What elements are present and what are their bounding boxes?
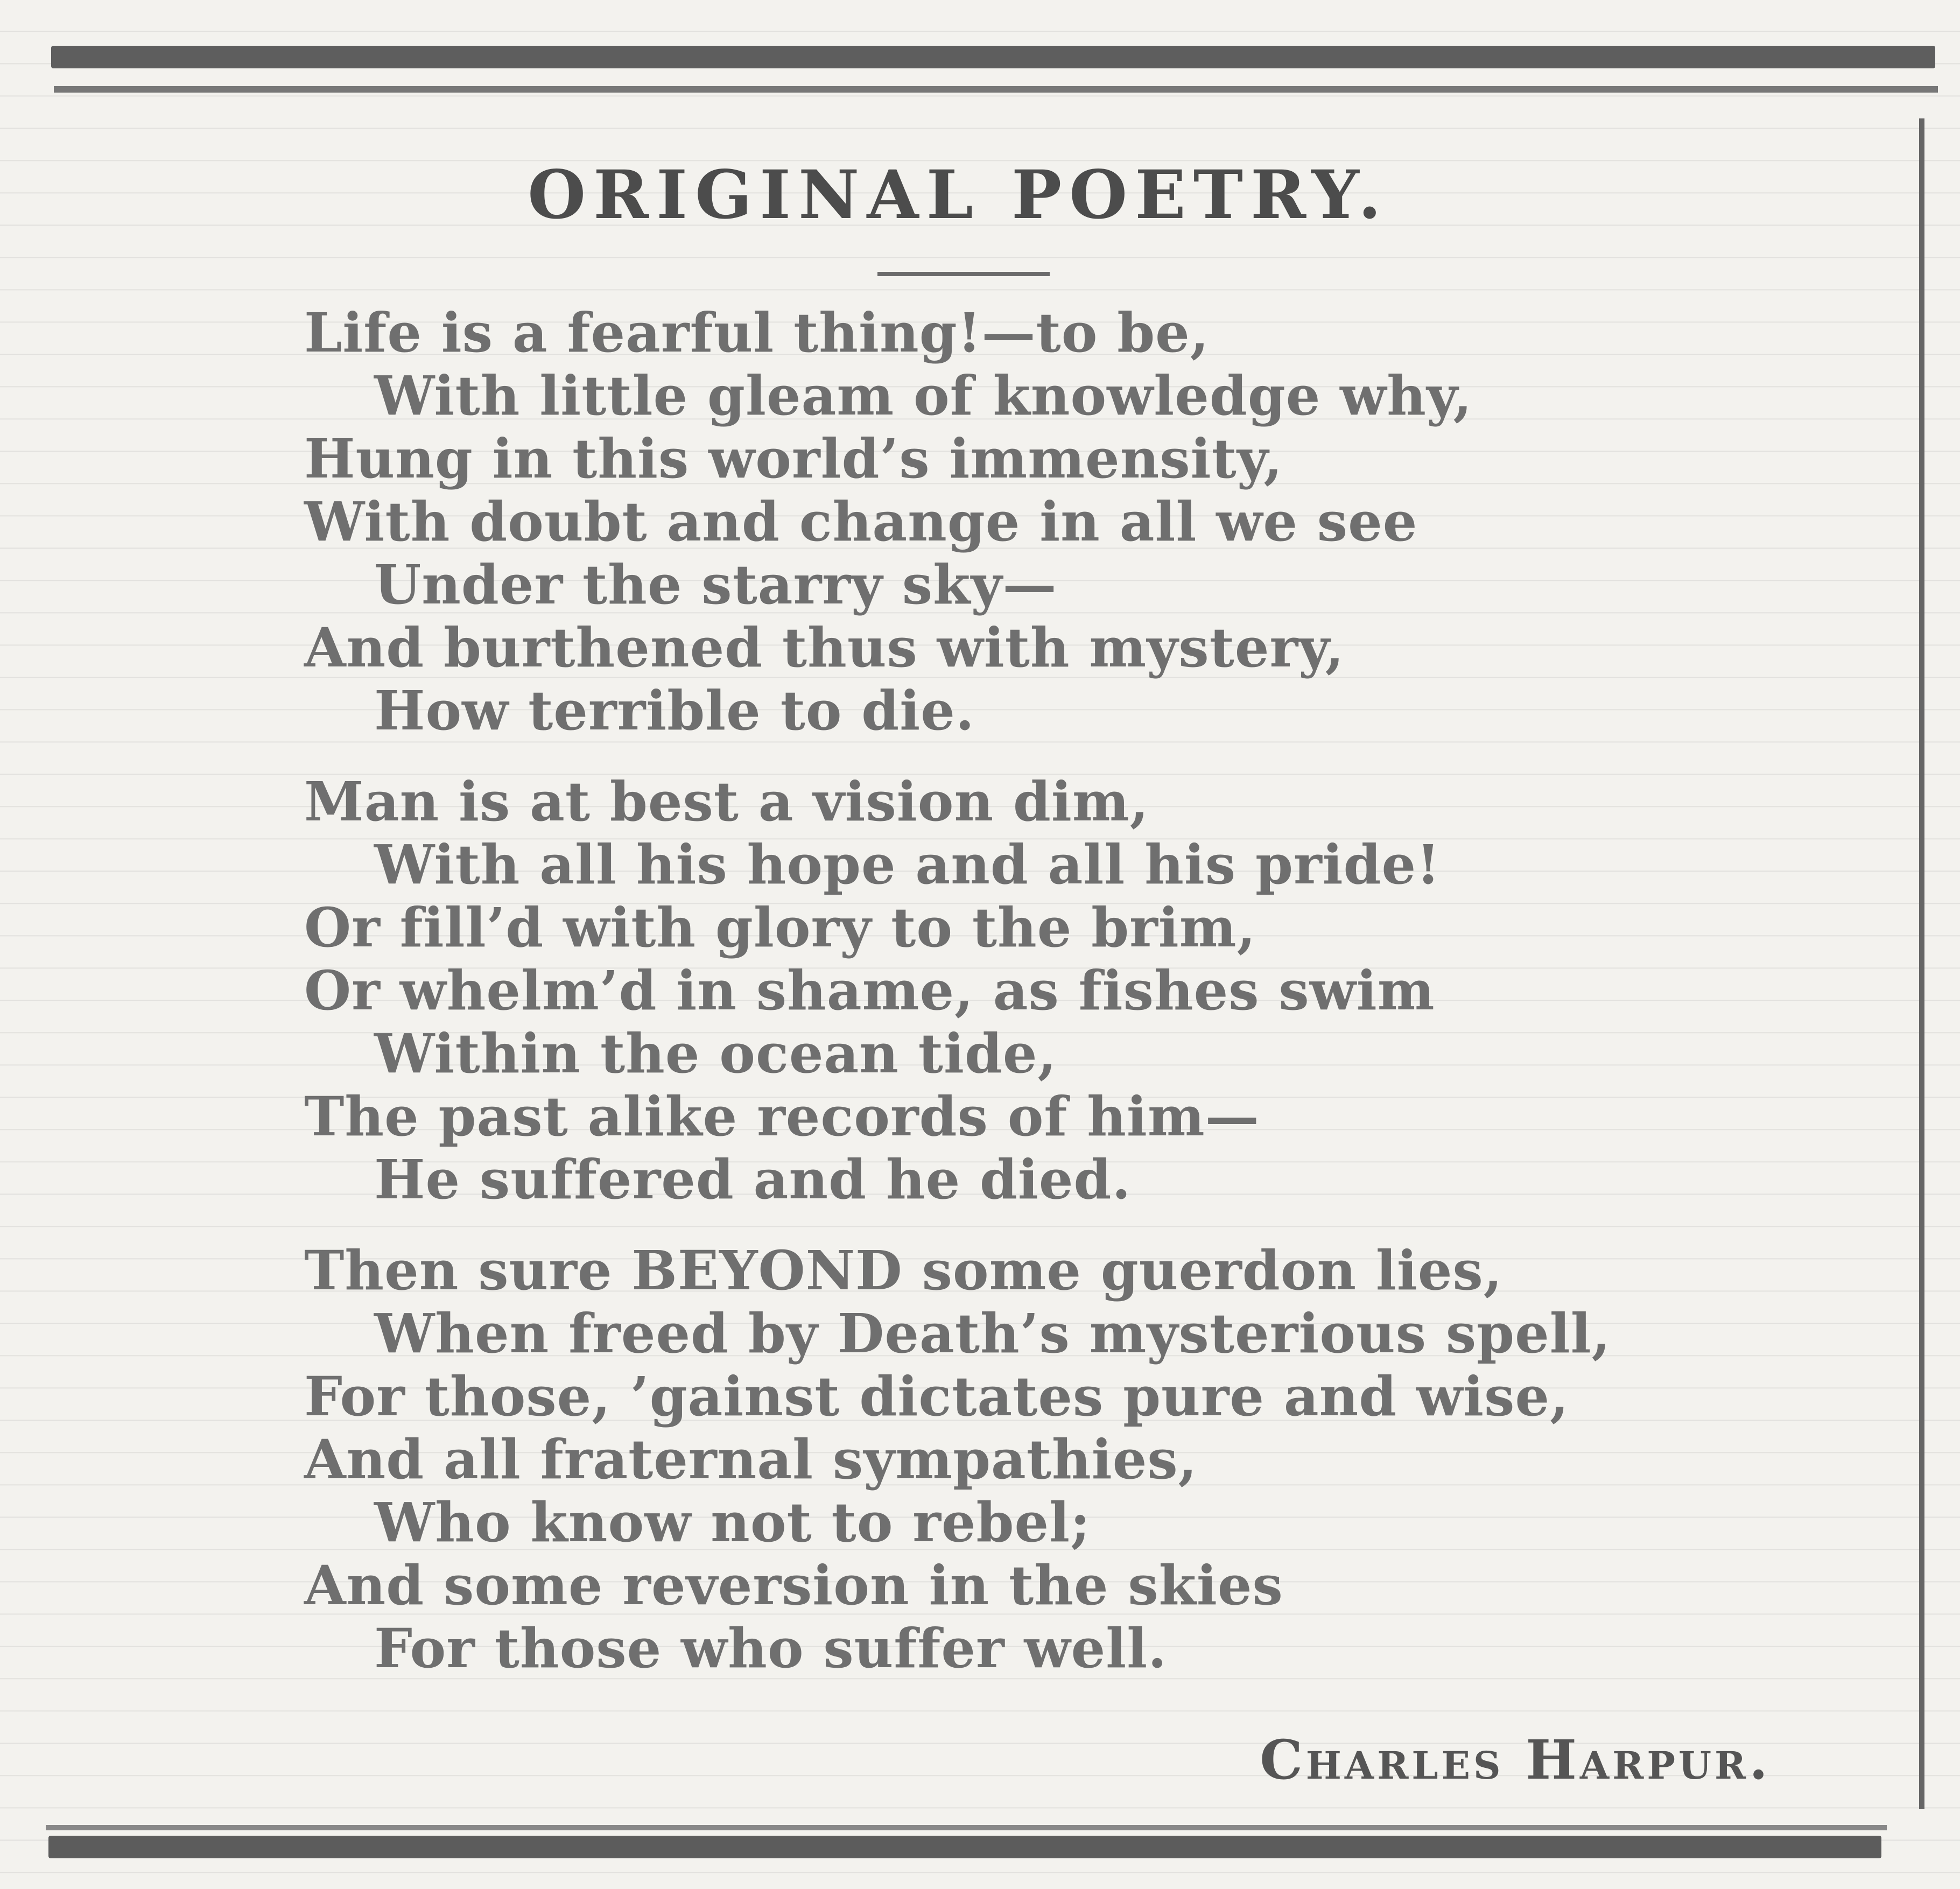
poem-line: Within the ocean tide, — [374, 1022, 1057, 1085]
section-heading: ORIGINAL POETRY. — [528, 156, 1389, 234]
poem-line: Or fill’d with glory to the brim, — [304, 896, 1256, 959]
poem-line: For those, ’gainst dictates pure and wise, — [304, 1365, 1569, 1428]
stanza-2 — [304, 770, 1865, 1211]
column-divider — [1919, 118, 1924, 1809]
poem-line: With all his hope and all his pride! — [374, 833, 1441, 896]
heading-underline-rule — [877, 272, 1050, 276]
poem-line: With doubt and change in all we see — [304, 490, 1418, 553]
poem-line: Or whelm’d in shame, as fishes swim — [304, 959, 1435, 1022]
poem-line: Under the starry sky— — [374, 553, 1057, 616]
poem-line: Who know not to rebel; — [374, 1491, 1091, 1554]
poem-line: Then sure BEYOND some guerdon lies, — [304, 1239, 1503, 1302]
poem-line: When freed by Death’s mysterious spell, — [374, 1302, 1611, 1365]
top-thick-rule — [51, 46, 1935, 68]
poem-line: Hung in this world’s immensity, — [304, 427, 1283, 490]
poem-line: And burthened thus with mystery, — [304, 616, 1345, 679]
poem-line: And all fraternal sympathies, — [304, 1428, 1198, 1491]
top-thin-rule — [54, 86, 1938, 93]
stanza-3 — [304, 1239, 1865, 1680]
poem — [304, 301, 1865, 1708]
bottom-thin-rule — [46, 1825, 1887, 1830]
author-signature: Charles Harpur. — [1260, 1728, 1771, 1792]
stanza-1 — [304, 301, 1865, 742]
poem-line: The past alike records of him— — [304, 1085, 1260, 1148]
poem-line: With little gleam of knowledge why, — [374, 364, 1473, 427]
poem-line: Life is a fearful thing!—to be, — [304, 301, 1210, 364]
poem-line: He suffered and he died. — [374, 1148, 1132, 1211]
poem-line: How terrible to die. — [374, 679, 975, 742]
bottom-thick-rule — [48, 1836, 1881, 1858]
poem-line: For those who suffer well. — [374, 1617, 1168, 1680]
poem-line: And some reversion in the skies — [304, 1554, 1283, 1617]
poem-line: Man is at best a vision dim, — [304, 770, 1149, 833]
